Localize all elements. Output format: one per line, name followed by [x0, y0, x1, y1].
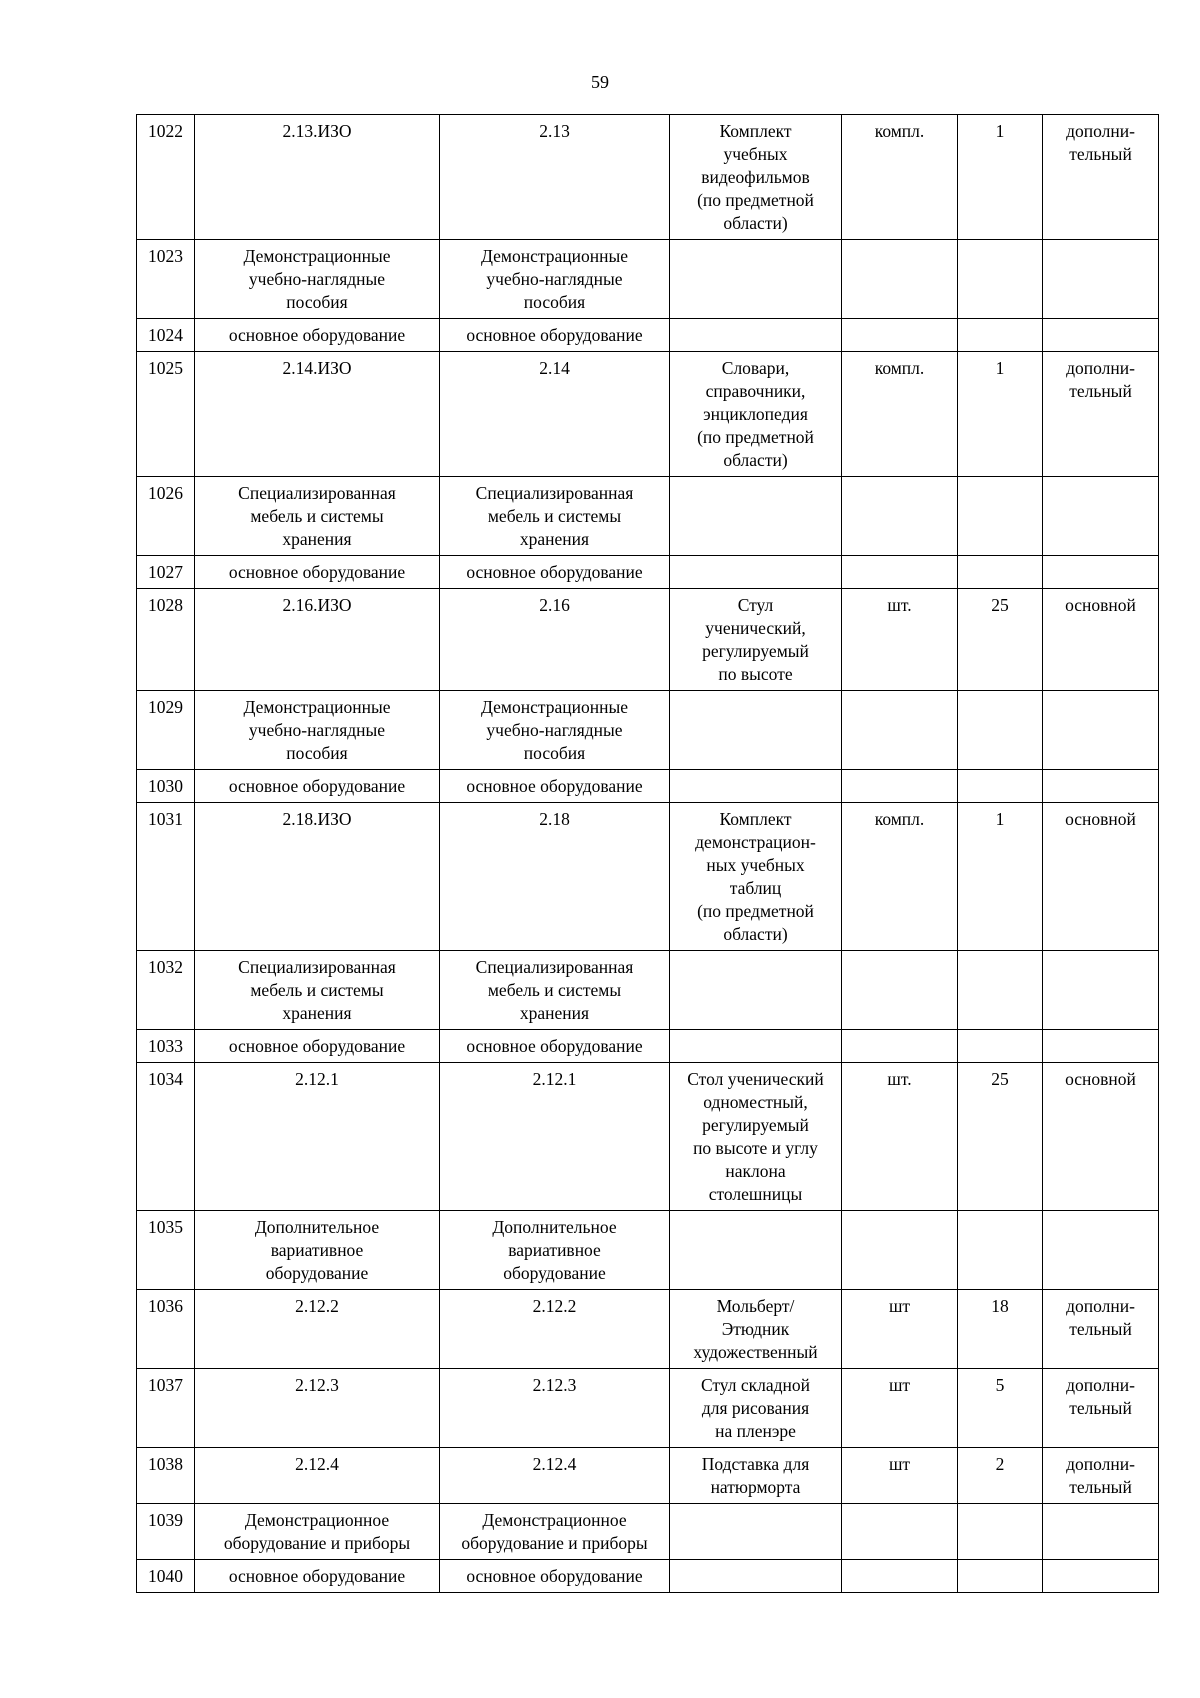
- item-code-cell: основное оборудование: [440, 556, 670, 589]
- item-code-cell: основное оборудование: [440, 319, 670, 352]
- item-name-cell: [670, 951, 842, 1030]
- equipment-type-cell: [1043, 1030, 1159, 1063]
- equipment-type-cell: дополни- тельный: [1043, 352, 1159, 477]
- section-code-cell: 2.14.ИЗО: [195, 352, 440, 477]
- unit-cell: [842, 691, 958, 770]
- section-code-cell: Демонстрационные учебно-наглядные пособия: [195, 691, 440, 770]
- table-row: [137, 1030, 1159, 1063]
- item-name-cell: Подставка для натюрморта: [670, 1448, 842, 1504]
- section-code-cell: Специализированная мебель и системы хранения: [195, 477, 440, 556]
- quantity-cell: [958, 691, 1043, 770]
- section-code-cell: 2.13.ИЗО: [195, 115, 440, 240]
- row-number-cell: 1035: [137, 1211, 195, 1290]
- item-code-cell: 2.14: [440, 352, 670, 477]
- row-number-cell: 1031: [137, 803, 195, 951]
- page-number: 59: [591, 72, 609, 92]
- item-code-cell: 2.12.2: [440, 1290, 670, 1369]
- item-code-cell: Демонстрационные учебно-наглядные пособия: [440, 691, 670, 770]
- section-code-cell: основное оборудование: [195, 319, 440, 352]
- item-name-cell: [670, 240, 842, 319]
- quantity-cell: [958, 1030, 1043, 1063]
- row-number-cell: 1038: [137, 1448, 195, 1504]
- item-code-cell: Демонстрационные учебно-наглядные пособия: [440, 240, 670, 319]
- equipment-type-cell: основной: [1043, 803, 1159, 951]
- unit-cell: компл.: [842, 115, 958, 240]
- unit-cell: [842, 1211, 958, 1290]
- equipment-type-cell: дополни- тельный: [1043, 1290, 1159, 1369]
- item-code-cell: 2.18: [440, 803, 670, 951]
- equipment-type-cell: [1043, 1211, 1159, 1290]
- table-row: [137, 1560, 1159, 1593]
- table-row: [137, 115, 1159, 240]
- table-row: [137, 352, 1159, 477]
- table-row: [137, 951, 1159, 1030]
- unit-cell: [842, 770, 958, 803]
- item-code-cell: 2.12.4: [440, 1448, 670, 1504]
- unit-cell: [842, 951, 958, 1030]
- equipment-table: [136, 114, 1159, 1593]
- row-number-cell: 1022: [137, 115, 195, 240]
- row-number-cell: 1029: [137, 691, 195, 770]
- equipment-type-cell: [1043, 477, 1159, 556]
- table-row: [137, 1063, 1159, 1211]
- quantity-cell: [958, 951, 1043, 1030]
- unit-cell: [842, 319, 958, 352]
- equipment-type-cell: [1043, 1504, 1159, 1560]
- item-name-cell: [670, 477, 842, 556]
- item-code-cell: Демонстрационное оборудование и приборы: [440, 1504, 670, 1560]
- item-name-cell: Словари, справочники, энциклопедия (по предметной области): [670, 352, 842, 477]
- item-code-cell: 2.12.1: [440, 1063, 670, 1211]
- item-name-cell: Стул ученический, регулируемый по высоте: [670, 589, 842, 691]
- row-number-cell: 1037: [137, 1369, 195, 1448]
- quantity-cell: 5: [958, 1369, 1043, 1448]
- row-number-cell: 1040: [137, 1560, 195, 1593]
- quantity-cell: [958, 319, 1043, 352]
- table-row: [137, 1448, 1159, 1504]
- item-name-cell: [670, 1560, 842, 1593]
- item-name-cell: Стол ученический одноместный, регулируемый по высоте и углу наклона столешницы: [670, 1063, 842, 1211]
- quantity-cell: 18: [958, 1290, 1043, 1369]
- table-row: [137, 1504, 1159, 1560]
- table-body: [137, 115, 1159, 1593]
- section-code-cell: 2.16.ИЗО: [195, 589, 440, 691]
- item-code-cell: 2.16: [440, 589, 670, 691]
- item-name-cell: [670, 1504, 842, 1560]
- quantity-cell: [958, 770, 1043, 803]
- row-number-cell: 1036: [137, 1290, 195, 1369]
- item-name-cell: [670, 556, 842, 589]
- unit-cell: [842, 556, 958, 589]
- unit-cell: шт: [842, 1369, 958, 1448]
- table-row: [137, 589, 1159, 691]
- row-number-cell: 1039: [137, 1504, 195, 1560]
- item-name-cell: [670, 1030, 842, 1063]
- row-number-cell: 1024: [137, 319, 195, 352]
- section-code-cell: 2.12.1: [195, 1063, 440, 1211]
- quantity-cell: [958, 1504, 1043, 1560]
- table-row: [137, 556, 1159, 589]
- item-name-cell: Комплект демонстрацион- ных учебных таблиц (по предметной области): [670, 803, 842, 951]
- quantity-cell: 25: [958, 589, 1043, 691]
- row-number-cell: 1026: [137, 477, 195, 556]
- table-row: [137, 691, 1159, 770]
- table-row: [137, 803, 1159, 951]
- row-number-cell: 1033: [137, 1030, 195, 1063]
- equipment-type-cell: дополни- тельный: [1043, 1448, 1159, 1504]
- unit-cell: компл.: [842, 352, 958, 477]
- item-name-cell: Комплект учебных видеофильмов (по предметной области): [670, 115, 842, 240]
- quantity-cell: [958, 1560, 1043, 1593]
- item-code-cell: 2.13: [440, 115, 670, 240]
- equipment-type-cell: [1043, 691, 1159, 770]
- section-code-cell: Демонстрационные учебно-наглядные пособия: [195, 240, 440, 319]
- quantity-cell: [958, 1211, 1043, 1290]
- unit-cell: компл.: [842, 803, 958, 951]
- equipment-type-cell: [1043, 240, 1159, 319]
- section-code-cell: 2.12.2: [195, 1290, 440, 1369]
- row-number-cell: 1034: [137, 1063, 195, 1211]
- item-code-cell: основное оборудование: [440, 1030, 670, 1063]
- table-row: [137, 1211, 1159, 1290]
- quantity-cell: 1: [958, 352, 1043, 477]
- item-code-cell: Дополнительное вариативное оборудование: [440, 1211, 670, 1290]
- unit-cell: [842, 1504, 958, 1560]
- row-number-cell: 1030: [137, 770, 195, 803]
- item-name-cell: Стул складной для рисования на пленэре: [670, 1369, 842, 1448]
- row-number-cell: 1023: [137, 240, 195, 319]
- row-number-cell: 1028: [137, 589, 195, 691]
- item-code-cell: Специализированная мебель и системы хранения: [440, 951, 670, 1030]
- equipment-type-cell: дополни- тельный: [1043, 115, 1159, 240]
- quantity-cell: 25: [958, 1063, 1043, 1211]
- section-code-cell: основное оборудование: [195, 556, 440, 589]
- table-row: [137, 1290, 1159, 1369]
- section-code-cell: основное оборудование: [195, 1030, 440, 1063]
- equipment-type-cell: основной: [1043, 589, 1159, 691]
- item-name-cell: [670, 691, 842, 770]
- unit-cell: [842, 240, 958, 319]
- unit-cell: шт.: [842, 1063, 958, 1211]
- section-code-cell: основное оборудование: [195, 770, 440, 803]
- equipment-type-cell: [1043, 556, 1159, 589]
- row-number-cell: 1027: [137, 556, 195, 589]
- section-code-cell: Демонстрационное оборудование и приборы: [195, 1504, 440, 1560]
- table-row: [137, 319, 1159, 352]
- item-code-cell: 2.12.3: [440, 1369, 670, 1448]
- item-name-cell: [670, 319, 842, 352]
- equipment-type-cell: [1043, 951, 1159, 1030]
- quantity-cell: 1: [958, 803, 1043, 951]
- unit-cell: [842, 1560, 958, 1593]
- table-row: [137, 770, 1159, 803]
- equipment-type-cell: [1043, 319, 1159, 352]
- quantity-cell: [958, 556, 1043, 589]
- item-name-cell: Мольберт/ Этюдник художественный: [670, 1290, 842, 1369]
- item-code-cell: Специализированная мебель и системы хранения: [440, 477, 670, 556]
- section-code-cell: 2.12.4: [195, 1448, 440, 1504]
- quantity-cell: 2: [958, 1448, 1043, 1504]
- unit-cell: [842, 1030, 958, 1063]
- item-code-cell: основное оборудование: [440, 1560, 670, 1593]
- section-code-cell: 2.12.3: [195, 1369, 440, 1448]
- unit-cell: [842, 477, 958, 556]
- equipment-type-cell: [1043, 1560, 1159, 1593]
- quantity-cell: 1: [958, 115, 1043, 240]
- quantity-cell: [958, 240, 1043, 319]
- row-number-cell: 1025: [137, 352, 195, 477]
- equipment-type-cell: основной: [1043, 1063, 1159, 1211]
- section-code-cell: 2.18.ИЗО: [195, 803, 440, 951]
- item-code-cell: основное оборудование: [440, 770, 670, 803]
- equipment-type-cell: дополни- тельный: [1043, 1369, 1159, 1448]
- equipment-type-cell: [1043, 770, 1159, 803]
- item-name-cell: [670, 770, 842, 803]
- unit-cell: шт.: [842, 589, 958, 691]
- table-row: [137, 240, 1159, 319]
- quantity-cell: [958, 477, 1043, 556]
- unit-cell: шт: [842, 1290, 958, 1369]
- section-code-cell: Специализированная мебель и системы хранения: [195, 951, 440, 1030]
- unit-cell: шт: [842, 1448, 958, 1504]
- section-code-cell: основное оборудование: [195, 1560, 440, 1593]
- section-code-cell: Дополнительное вариативное оборудование: [195, 1211, 440, 1290]
- row-number-cell: 1032: [137, 951, 195, 1030]
- table-row: [137, 1369, 1159, 1448]
- table-row: [137, 477, 1159, 556]
- item-name-cell: [670, 1211, 842, 1290]
